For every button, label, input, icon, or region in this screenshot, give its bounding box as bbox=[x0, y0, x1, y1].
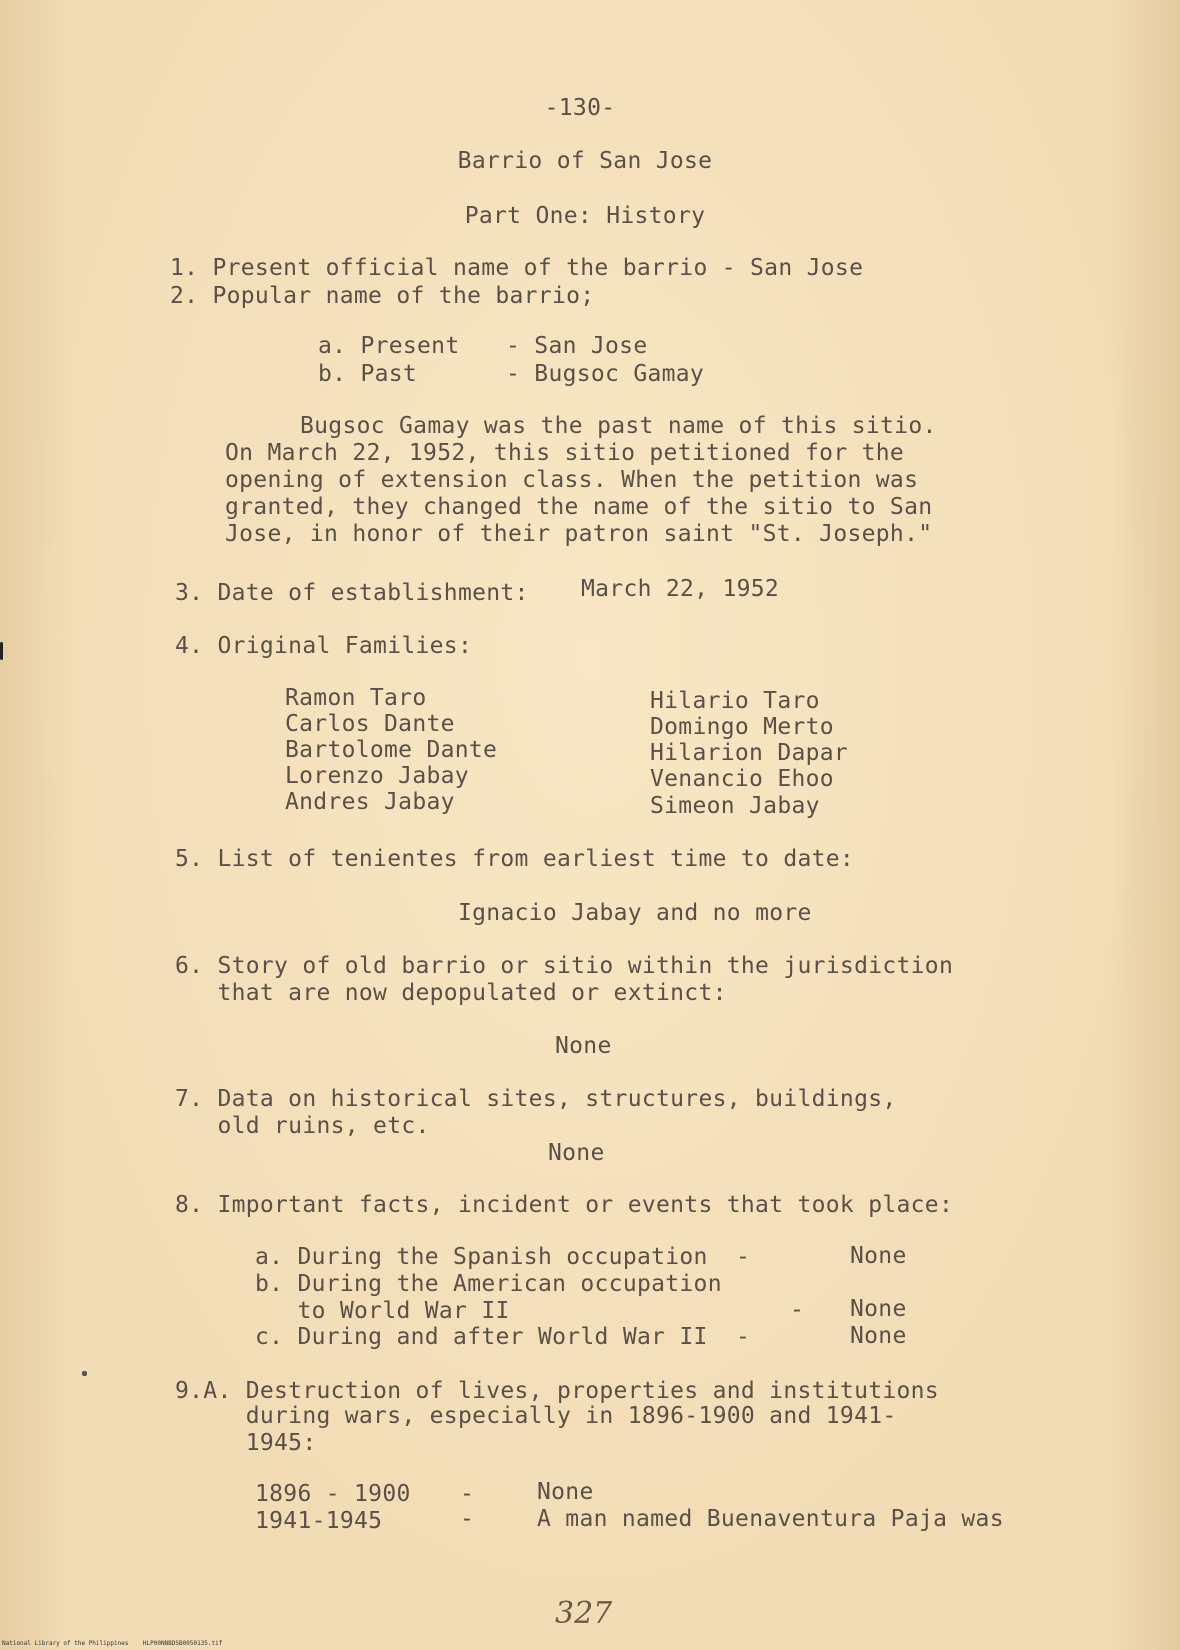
war-period-1-dash: - bbox=[460, 1481, 475, 1507]
item-7-line: old ruins, etc. bbox=[175, 1113, 430, 1139]
item-2a-label: a. Present bbox=[318, 333, 460, 359]
family-name: Simeon Jabay bbox=[650, 793, 820, 819]
war-period-2-dash: - bbox=[460, 1506, 475, 1532]
item-3-value: March 22, 1952 bbox=[581, 576, 780, 602]
family-name: Ramon Taro bbox=[285, 685, 427, 711]
item-7-line: 7. Data on historical sites, structures, buildings, bbox=[175, 1086, 897, 1112]
item-6-line: that are now depopulated or extinct: bbox=[175, 980, 727, 1006]
family-name: Domingo Merto bbox=[650, 714, 834, 740]
archive-footer: National Library of the Philippines HLP00NNBDSB0050135.tif bbox=[2, 1640, 223, 1647]
war-period-1-value: None bbox=[537, 1479, 594, 1505]
item-8b-line: b. During the American occupation bbox=[255, 1271, 722, 1297]
item-7-value: None bbox=[548, 1140, 605, 1166]
family-name: Andres Jabay bbox=[285, 789, 455, 815]
family-name: Hilarion Dapar bbox=[650, 740, 849, 766]
item-8: 8. Important facts, incident or events that took place: bbox=[175, 1192, 954, 1218]
war-period-1-years: 1896 - 1900 bbox=[255, 1481, 411, 1507]
item-8b-line: to World War II bbox=[255, 1298, 510, 1324]
item-6-value: None bbox=[555, 1033, 612, 1059]
page-number: -130- bbox=[544, 95, 616, 121]
item-8a-value: None bbox=[850, 1243, 907, 1269]
item-2b-label: b. Past bbox=[318, 361, 418, 387]
item-2b-value: - Bugsoc Gamay bbox=[506, 361, 705, 387]
speck-mark bbox=[82, 1371, 87, 1376]
history-paragraph-line: On March 22, 1952, this sitio petitioned for the bbox=[225, 440, 905, 466]
history-paragraph-line: Bugsoc Gamay was the past name of this sitio. bbox=[300, 413, 937, 439]
war-period-2-value: A man named Buenaventura Paja was bbox=[537, 1506, 1004, 1532]
item-5: 5. List of tenientes from earliest time to date: bbox=[175, 846, 855, 872]
item-8a: a. During the Spanish occupation - bbox=[255, 1244, 751, 1270]
item-8b-dash: - bbox=[790, 1297, 805, 1323]
family-name: Carlos Dante bbox=[285, 711, 455, 737]
item-4: 4. Original Families: bbox=[175, 633, 473, 659]
war-period-2-years: 1941-1945 bbox=[255, 1508, 383, 1534]
family-name: Lorenzo Jabay bbox=[285, 763, 469, 789]
document-title: Barrio of San Jose bbox=[457, 148, 713, 174]
item-9a-line: 1945: bbox=[175, 1430, 317, 1456]
family-name: Bartolome Dante bbox=[285, 737, 498, 763]
item-8b-value: None bbox=[850, 1296, 907, 1322]
binding-mark bbox=[0, 642, 3, 660]
family-name: Venancio Ehoo bbox=[650, 766, 834, 792]
history-paragraph-line: granted, they changed the name of the sitio to San bbox=[225, 494, 933, 520]
item-6-line: 6. Story of old barrio or sitio within the jurisdiction bbox=[175, 953, 954, 979]
item-2a-value: - San Jose bbox=[506, 333, 648, 359]
item-9a-line: during wars, especially in 1896-1900 and 1941- bbox=[175, 1403, 897, 1429]
item-2: 2. Popular name of the barrio; bbox=[170, 283, 595, 309]
history-paragraph-line: opening of extension class. When the petition was bbox=[225, 467, 919, 493]
family-name: Hilario Taro bbox=[650, 688, 820, 714]
item-3-label: 3. Date of establishment: bbox=[175, 580, 529, 606]
item-9a-line: 9.A. Destruction of lives, properties and institutions bbox=[175, 1378, 939, 1404]
history-paragraph-line: Jose, in honor of their patron saint "St. Joseph." bbox=[225, 521, 933, 547]
handwritten-page-number: 327 bbox=[555, 1596, 613, 1631]
item-5-value: Ignacio Jabay and no more bbox=[458, 900, 812, 926]
item-1: 1. Present official name of the barrio - San Jose bbox=[170, 255, 864, 281]
item-8c-value: None bbox=[850, 1323, 907, 1349]
item-8c: c. During and after World War II - bbox=[255, 1324, 751, 1350]
part-heading: Part One: History bbox=[464, 203, 706, 229]
